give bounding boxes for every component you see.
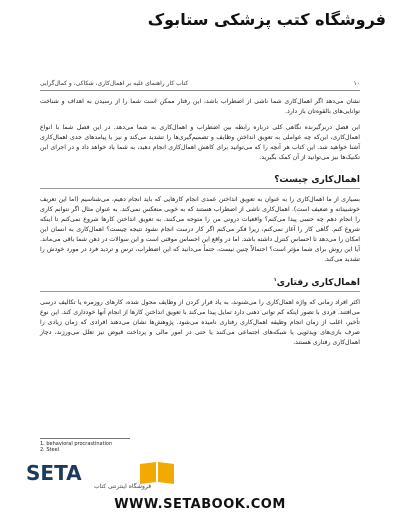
footnote-ref: ۱ [273,277,277,283]
setabook-logo [22,458,192,490]
section-heading-text: اهمال‌کاری رفتاری [276,278,360,288]
section-heading [40,175,360,189]
website-url: WWW.SETABOOK.COM [114,497,286,512]
section-paragraph: اکثر افراد زمانی که واژه اهمال‌کاری را می‌شنوند، به یاد فرار کردن از وظایف محول شده، کارهای روزمره یا تکالیف درسی می‌افتند. فردی با تصور اینکه کم توانی ذهنی دارد تمایل پیدا می‌کند با تعویق انداختن کارها از انجام آنها خودداری کند. این نوع تأخیر، اغلب از زمان انجام وظیفه اهمال‌کاری رفتاری نامیده می‌شود. پژوهش‌ها نشان می‌دهند افرادی که زمان زیادی را صرف بازی‌های ویدئویی یا شبکه‌های اجتماعی می‌کنند یا حتی در امور مالی و پرداخت قبوض نیز تعلل می‌ورزند، دچار اهمال‌کاری رفتاری هستند. [40,299,360,346]
chapter-title: کتاب کار راهنمای غلبه بر اهمال‌کاری، شکاکی، و کمال‌گرایی [40,80,189,87]
logo-subtitle: فروشگاه اینترنتی کتاب [94,483,152,490]
intro-paragraph: این فصل دربرگیرنده نگاهی کلی درباره رابطه بین اضطراب و اهمال‌کاری به شما می‌دهد. در این فصل شما با انواع اهمال‌کاری، این‌که چه عواملی به تعویق انداختن وظایف و تصمیم‌گیری‌ها را تشدید می‌کند و نیز با پیامدهای جدی اهمال‌کاری آشنا خواهید شد. این کتاب هر آنچه را که می‌توانید برای کاهش اهمال‌کاری انجام دهید، به شما یاد خواهد داد و در اجرای این تکنیک‌ها نیز می‌توانید از آن کمک بگیرید. [40,124,360,161]
footnote: 2. Steel [40,447,60,453]
running-head [40,80,360,91]
section-heading [40,277,360,292]
book-page [40,80,360,458]
logo-brand: SETA [26,461,82,485]
footnote: 1. behavioral procrastination [40,441,113,447]
store-title: فروشگاه کتب پزشکی ستابوک [147,10,386,29]
section-paragraph: بسیاری از ما اهمال‌کاری را به عنوان به تعویق انداختن عمدی انجام کارهایی که باید انجام دهیم، می‌شناسیم (اما این تعریف خوشبینانه و ضعیف است). اهمال‌کاری ناشی از اضطراب هستند که به خوبی منعکس نمی‌کند. به عنوان مثال اگر نتوانم کاری را انجام دهم چه حسی پیدا می‌کنم؟ واقعیات درونی من را متوجه می‌کنند. به تعویق انداختن کارها شروع نمی‌کنم تا اینکه شروع کنم. گاهی کار را آغاز نمی‌کنم، زیرا فکر می‌کنم اگر کار درست انجام نشود نتیجه چیست؟ اهمال‌کاری به انسان این امکان را می‌دهد تا احساس کنترل داشته باشد. اما در واقع این احساس موقتی است و این سوالات در ذهن شما باقی می‌ماند. آیا این روش برای شما مؤثر است؟ احتمالاً چنین نیست، حتماً می‌دانید که این اضطراب، ترس و تردید فرد در مورد خودش را تشدید می‌کند. [40,196,360,263]
intro-paragraph: نشان می‌دهد اگر اهمال‌کاری شما ناشی از اضطراب باشد، این رفتار ممکن است شما را از رسیدن به اهداف و شناخت توانایی‌های بالقوه‌تان باز دارد. [40,98,360,115]
book-logo-icon [140,462,174,484]
page-number: ۱۰ [353,80,360,87]
footnotes [40,438,130,453]
section-heading-text: اهمال‌کاری چیست؟ [274,175,360,185]
